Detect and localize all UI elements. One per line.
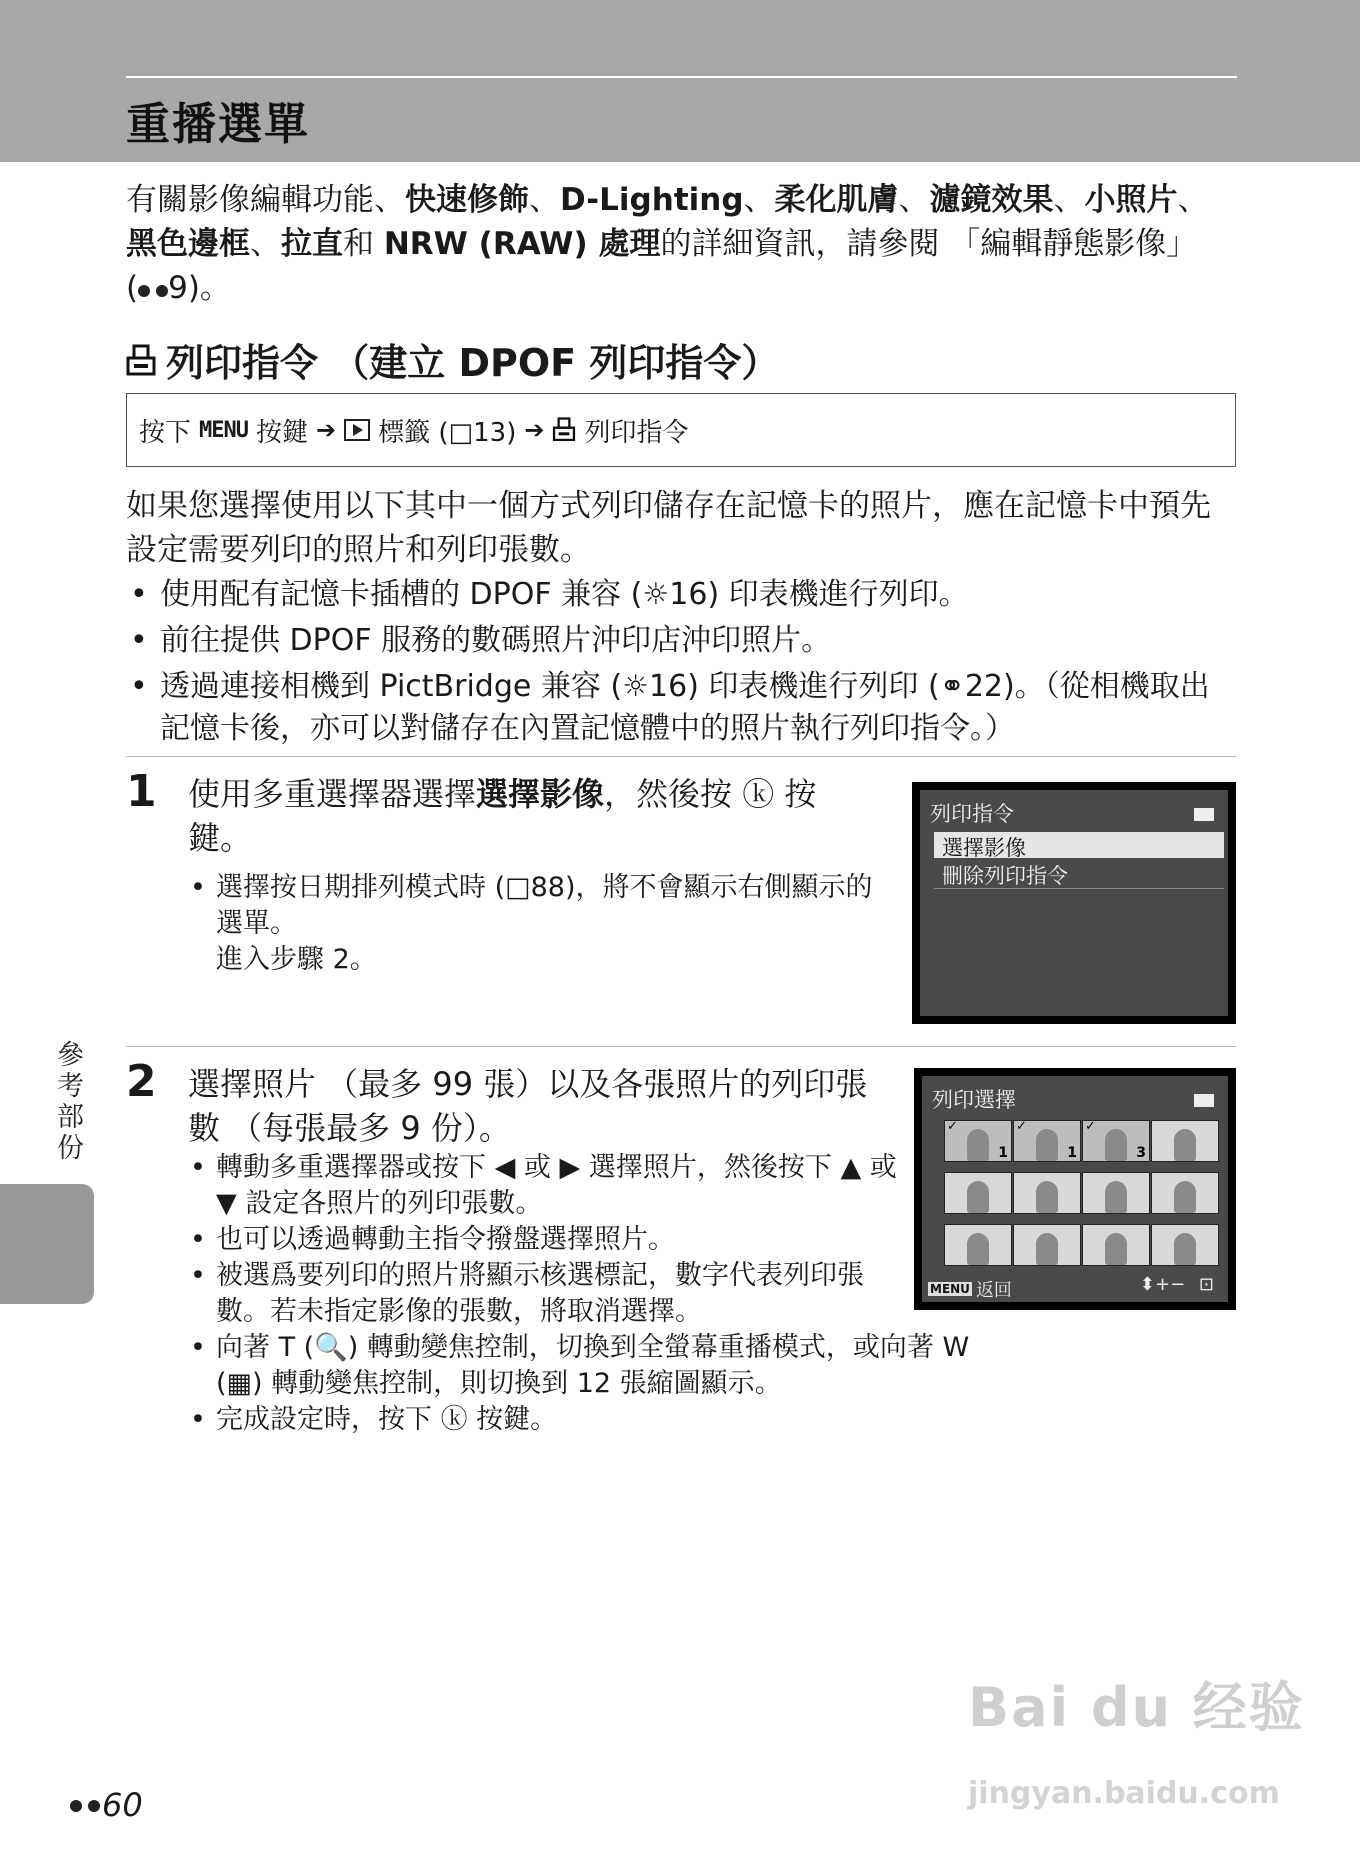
print-order-icon	[126, 343, 156, 377]
check-icon: ✓	[947, 1120, 958, 1134]
list-item: • 前往提供 DPOF 服務的數碼照片沖印店沖印照片。	[126, 620, 1238, 662]
path-press-text: 按下	[139, 417, 192, 448]
thumbnail[interactable]	[1013, 1172, 1081, 1214]
thumbnail[interactable]	[1013, 1224, 1081, 1266]
list-item: • 使用配有記憶卡插槽的 DPOF 兼容 (☼16) 印表機進行列印。	[126, 574, 1238, 616]
arrow-right-icon: ➔	[316, 416, 337, 444]
side-tab-label: 參考部份	[52, 1040, 83, 1164]
list-item: • 也可以透過轉動主指令撥盤選擇照片。	[188, 1222, 906, 1258]
menu-key-label: MENU	[199, 417, 248, 443]
reference-section-icon	[138, 282, 168, 298]
screen-footer-back: MENU 返回	[930, 1280, 1012, 1301]
check-icon: ✓	[1085, 1120, 1096, 1134]
list-item: • 轉動多重選擇器或按下 ◀ 或 ▶ 選擇照片，然後按下 ▲ 或 ▼ 設定各照片的列印張數。	[188, 1150, 906, 1222]
watermark-logo: Bai du 经验	[968, 1676, 1305, 1739]
step-number: 2	[126, 1056, 157, 1107]
list-item: • 被選爲要列印的照片將顯示核選標記，數字代表列印張數。若未指定影像的張數，將取消選擇。	[188, 1258, 906, 1330]
thumbnail-selected[interactable]: ✓ 1	[1013, 1120, 1081, 1162]
thumbnail[interactable]	[1151, 1120, 1219, 1162]
section-title: 列印指令 （建立 DPOF 列印指令）	[166, 341, 780, 385]
step-number: 1	[126, 766, 157, 817]
list-item: • 選擇按日期排列模式時 (□88)，將不會顯示右側顯示的選單。	[188, 870, 878, 942]
print-order-icon	[552, 417, 576, 443]
header-rule	[126, 76, 1237, 78]
list-item-continued: 進入步驟 2。	[216, 944, 377, 975]
zoom-icon: ⊡	[1198, 1274, 1214, 1295]
step-2-text: 選擇照片 （最多 99 張）以及各張照片的列印張數 （每張最多 9 份）。	[188, 1065, 868, 1147]
screen-title: 列印指令	[930, 802, 1014, 826]
bullet-list	[126, 574, 1238, 754]
screen-body	[920, 790, 1228, 1016]
page-number: 60	[70, 1786, 143, 1824]
step-1-text: 使用多重選擇器選擇選擇影像，然後按 ⓚ 按鍵。	[188, 775, 817, 857]
arrow-right-icon: ➔	[524, 416, 545, 444]
step-divider	[126, 756, 1236, 757]
camera-screen-print-order	[912, 782, 1236, 1024]
thumbnail[interactable]	[1082, 1224, 1150, 1266]
page-title: 重播選單	[126, 99, 310, 150]
battery-icon	[1194, 808, 1214, 821]
screen-body	[922, 1076, 1228, 1302]
thumbnail[interactable]	[944, 1224, 1012, 1266]
menu-path-box	[126, 393, 1236, 467]
step-divider	[126, 1046, 1236, 1047]
body-paragraph: 如果您選擇使用以下其中一個方式列印儲存在記憶卡的照片，應在記憶卡中預先設定需要列印的照片和列印張數。	[126, 488, 1211, 568]
menu-item-selected[interactable]: 選擇影像	[934, 832, 1224, 858]
path-button-text: 按鍵	[256, 417, 309, 448]
step-2-notes	[188, 1150, 978, 1438]
menu-item[interactable]: 刪除列印指令	[934, 860, 1224, 889]
thumbnail-selected[interactable]: ✓ 3	[1082, 1120, 1150, 1162]
list-item: • 向著 T (🔍) 轉動變焦控制，切換到全螢幕重播模式，或向著 W (▦) 轉動變焦控制，則切換到 12 張縮圖顯示。	[188, 1330, 978, 1402]
thumbnail[interactable]	[1082, 1172, 1150, 1214]
path-tab-text: 標籤 (□13)	[378, 417, 517, 448]
screen-footer-controls: ⬍+− ⊡	[1139, 1274, 1214, 1295]
section-heading	[126, 332, 779, 387]
playback-icon	[344, 419, 370, 441]
reference-section-icon	[70, 1797, 100, 1813]
list-item: • 完成設定時，按下 ⓚ 按鍵。	[188, 1402, 978, 1438]
thumbnail[interactable]	[1151, 1224, 1219, 1266]
path-item-text: 列印指令	[584, 417, 689, 448]
screen-title: 列印選擇	[932, 1088, 1016, 1112]
thumbnail[interactable]	[1151, 1172, 1219, 1214]
thumbnail-selected[interactable]: ✓ 1	[944, 1120, 1012, 1162]
watermark-url: jingyan.baidu.com	[968, 1776, 1280, 1811]
camera-screen-print-selection	[914, 1068, 1236, 1310]
intro-paragraph: 有關影像編輯功能、快速修飾、D-Lighting、柔化肌膚、濾鏡效果、小照片、 黑色邊框、拉直和 NRW (RAW) 處理的詳細資訊，請參閱 「編輯靜態影像」 ( 9)。	[126, 182, 1209, 306]
step-1-notes	[188, 870, 878, 978]
side-tab	[0, 1184, 94, 1304]
thumbnail[interactable]	[944, 1172, 1012, 1214]
list-item: • 透過連接相機到 PictBridge 兼容 (☼16) 印表機進行列印 (⚭22)。（從相機取出記憶卡後，亦可以對儲存在內置記憶體中的照片執行列印指令。）	[126, 666, 1238, 750]
menu-key-label: MENU	[930, 1282, 970, 1296]
check-icon: ✓	[1016, 1120, 1027, 1134]
header-bar	[0, 0, 1360, 162]
book-icon: □	[448, 417, 474, 448]
battery-icon	[1194, 1094, 1214, 1107]
